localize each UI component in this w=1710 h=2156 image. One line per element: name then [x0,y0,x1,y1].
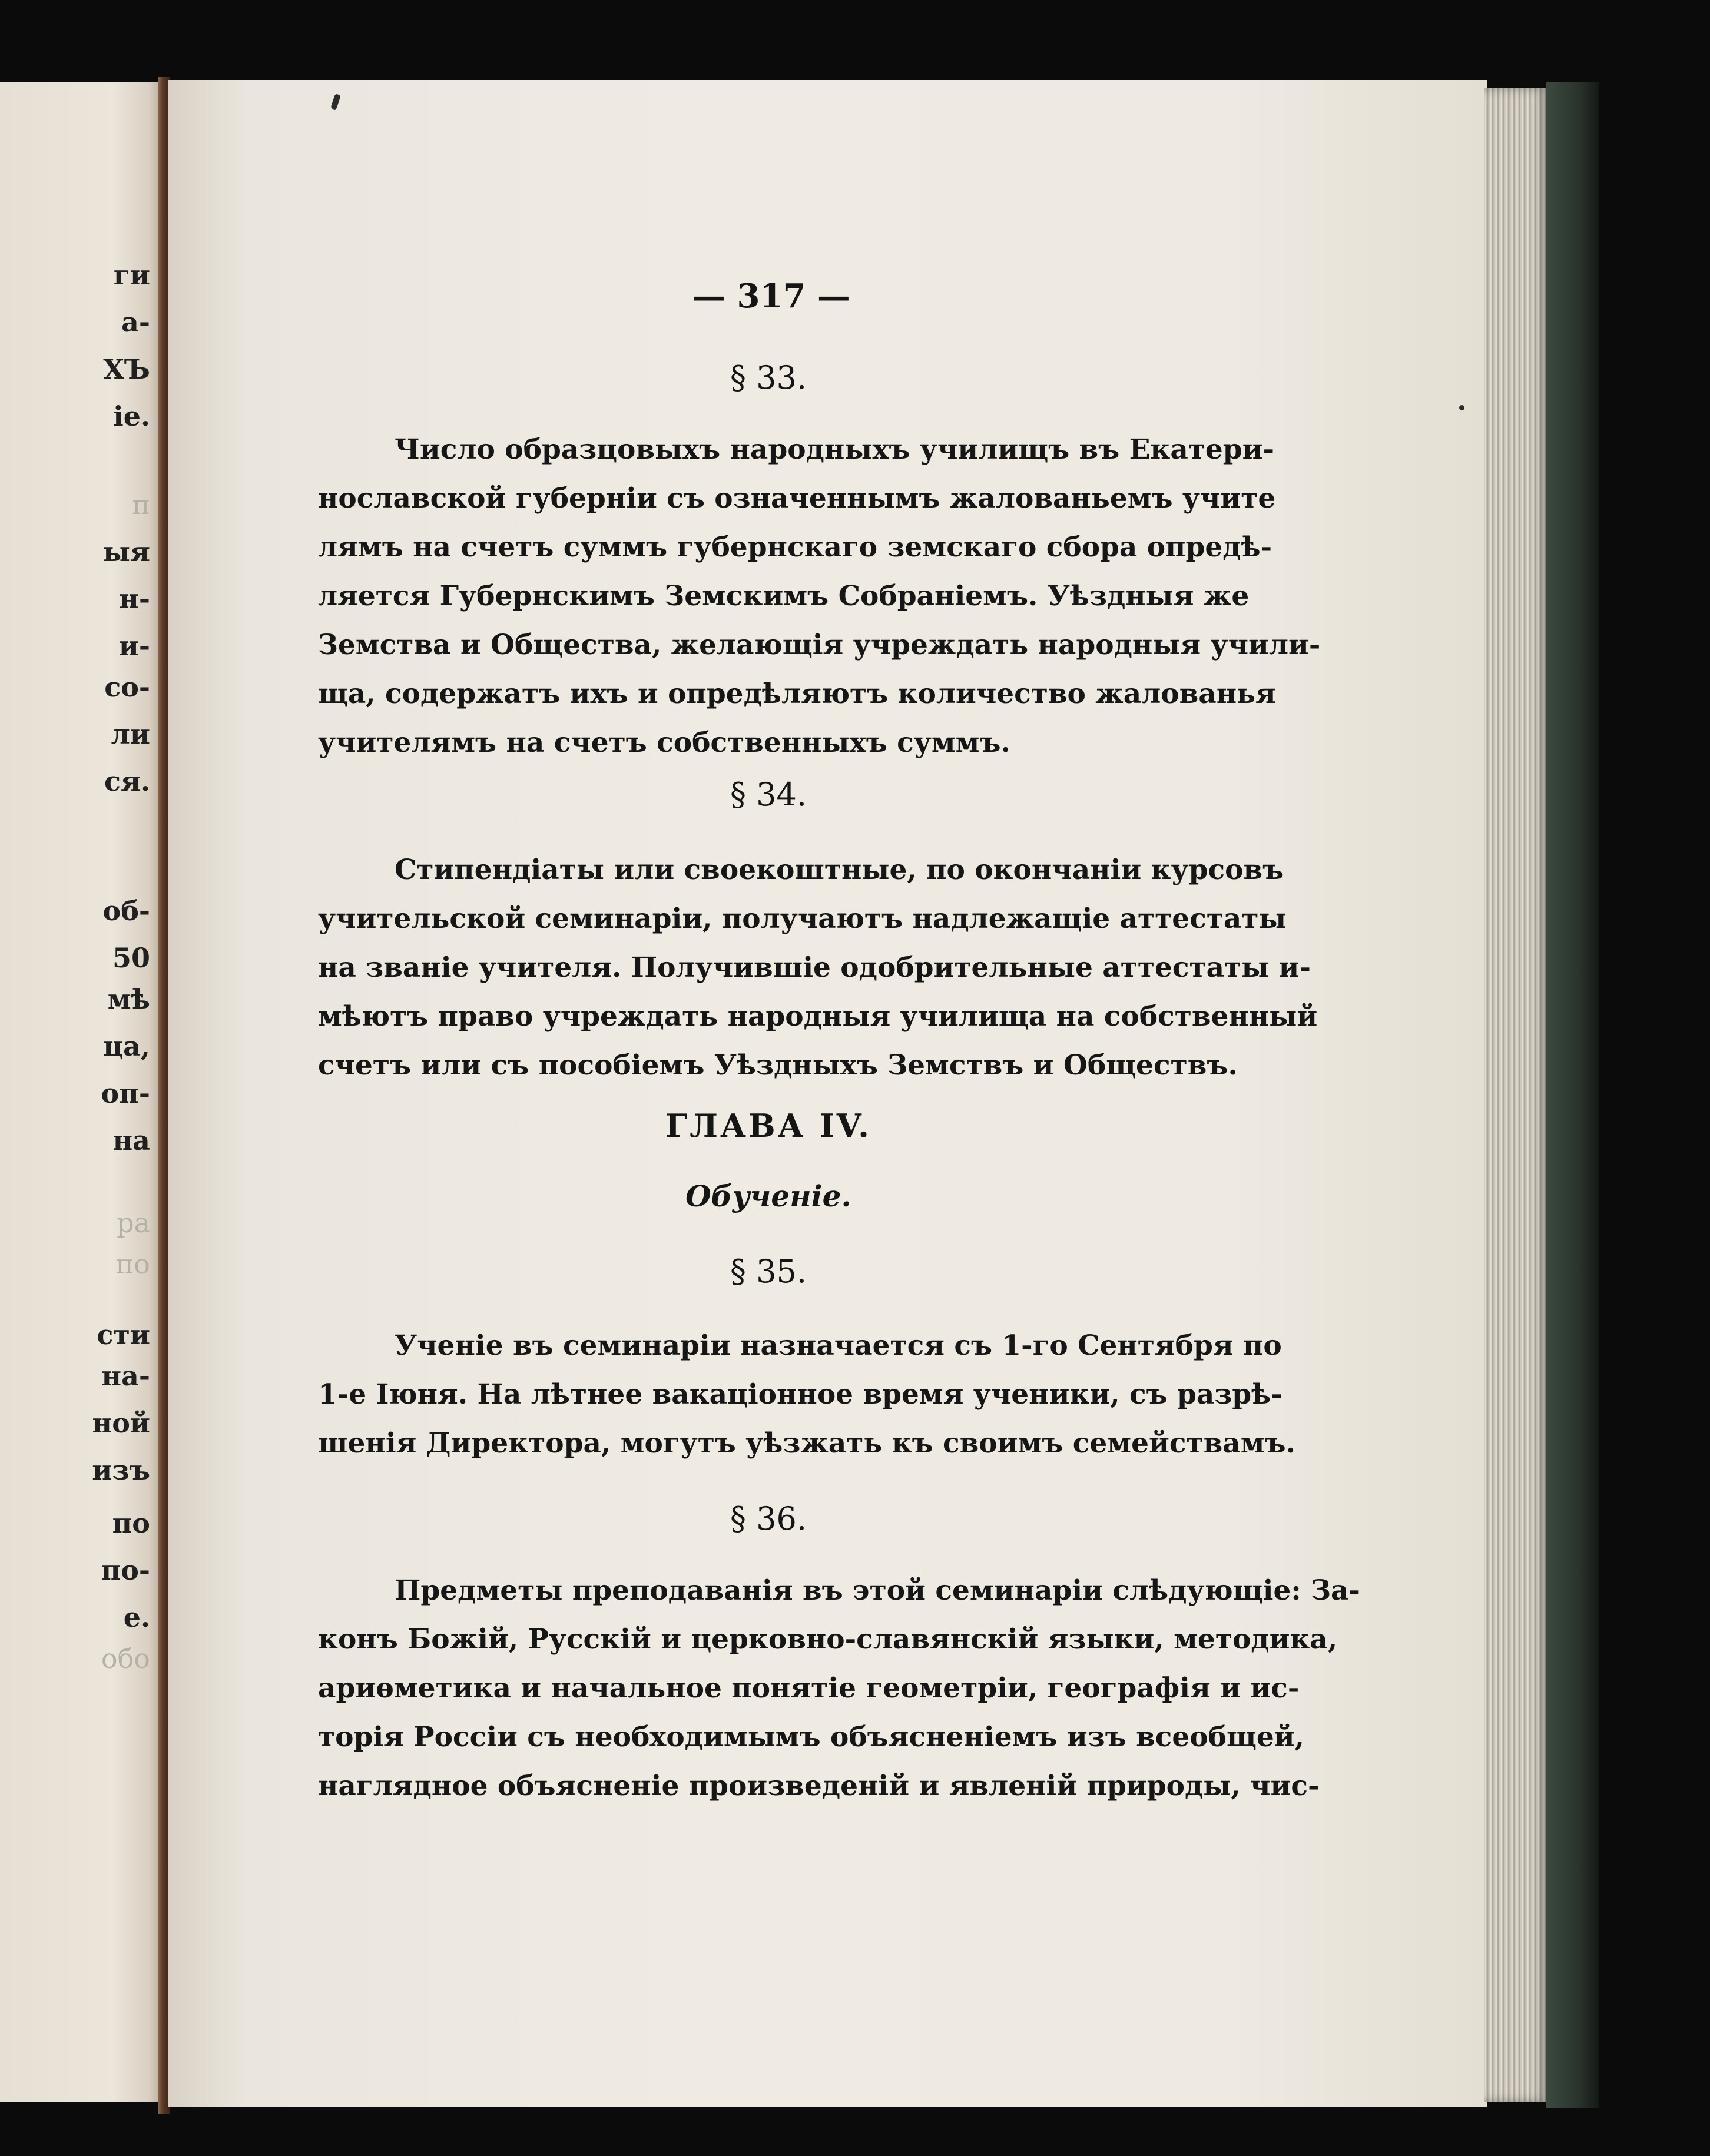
left-page-fragment: ыя [102,536,150,568]
text-line: наглядное объясненіе произведеній и явленій природы, чис- [318,1770,1320,1802]
text-line: нославской губерніи съ означеннымъ жалованьемъ учите [318,482,1276,515]
text-line: Число образцовыхъ народныхъ училищъ въ Екатери- [395,433,1275,466]
left-page-fragment: ХЪ [103,353,150,385]
text-line: шенія Директора, могутъ уѣзжать къ своимъ семействамъ. [318,1427,1295,1460]
text-line: Ученіе въ семинаріи назначается съ 1-го Сентября по [395,1329,1282,1362]
text-line: Стипендіаты или своекоштные, по окончаніи курсовъ [395,854,1284,886]
left-page-fragment: ся. [104,765,150,797]
left-facing-page [0,82,162,2102]
left-page-fragment: ца, [103,1030,150,1062]
left-page-fragment: сти [97,1319,150,1351]
section-heading-36: § 36. [730,1500,807,1537]
left-page-fragment: со- [104,671,150,703]
left-page-fragment: и- [118,630,150,662]
paragraph-36 [318,1566,1360,1810]
left-page-fragment: а- [121,306,150,338]
ink-speck [1459,405,1464,410]
chapter-subtitle: Обученіе. [685,1179,851,1213]
text-line: учителямъ на счетъ собственныхъ суммъ. [318,727,1010,759]
left-page-fragment: е. [123,1601,150,1633]
text-line: 1-е Іюня. На лѣтнее вакаціонное время ученики, съ разрѣ- [318,1378,1282,1411]
page-number: — 317 — [692,277,850,316]
text-line: ляется Губернскимъ Земскимъ Собраніемъ. Уѣздныя же [318,580,1250,612]
text-line: на званіе учителя. Получившіе одобрительные аттестаты и- [318,951,1311,984]
left-page-fragment: оп- [101,1077,150,1109]
left-page-fragment: н- [119,583,150,615]
text-line: ща, содержатъ ихъ и опредѣляютъ количество жалованья [318,678,1276,710]
left-page-fragment: по [112,1507,150,1539]
left-page-fragment: по [115,1248,150,1280]
book-cover-edge [1546,82,1599,2108]
text-line: учительской семинаріи, получаютъ надлежащіе аттестаты [318,903,1287,935]
section-heading-34: § 34. [730,776,807,813]
page-edges [1484,88,1549,2102]
left-page-fragment: изъ [92,1454,150,1486]
left-page-fragment: п [132,489,150,520]
left-page-fragment: об- [102,895,150,927]
paragraph-34 [318,845,1318,1090]
text-line: Предметы преподаванія въ этой семинаріи слѣдующіе: За- [395,1574,1360,1607]
left-page-fragment: ли [111,718,150,750]
chapter-title: ГЛАВА IV. [665,1107,871,1145]
left-page-fragment: на- [101,1360,150,1392]
section-heading-33: § 33. [730,359,807,396]
left-page-fragment: 50 [112,942,150,974]
paragraph-33 [318,425,1321,767]
section-heading-35: § 35. [730,1253,807,1290]
left-page-fragment: ра [117,1207,150,1239]
left-page-fragment: ги [113,259,150,291]
text-line: мѣютъ право учреждать народныя училища на собственный [318,1000,1318,1033]
left-page-fragment: іе. [113,400,150,432]
text-line: счетъ или съ пособіемъ Уѣздныхъ Земствъ и Обществъ. [318,1049,1238,1082]
left-page-fragment: на [112,1125,150,1156]
text-line: лямъ на счетъ суммъ губернскаго земскаго сбора опредѣ- [318,531,1272,563]
left-page-fragment: ной [92,1407,150,1439]
text-line: ариѳметика и начальное понятіе геометріи, географія и ис- [318,1672,1300,1704]
paragraph-35 [318,1321,1295,1468]
text-line: конъ Божій, Русскій и церковно-славянскій языки, методика, [318,1623,1338,1656]
text-line: торія Россіи съ необходимымъ объясненіемъ изъ всеобщей, [318,1721,1304,1753]
left-page-fragment: по- [101,1554,150,1586]
text-line: Земства и Общества, желающія учреждать народныя учили- [318,629,1321,661]
left-page-fragment: мѣ [107,983,150,1015]
book-gutter [158,77,170,2114]
left-page-fragment: обо [101,1643,150,1674]
